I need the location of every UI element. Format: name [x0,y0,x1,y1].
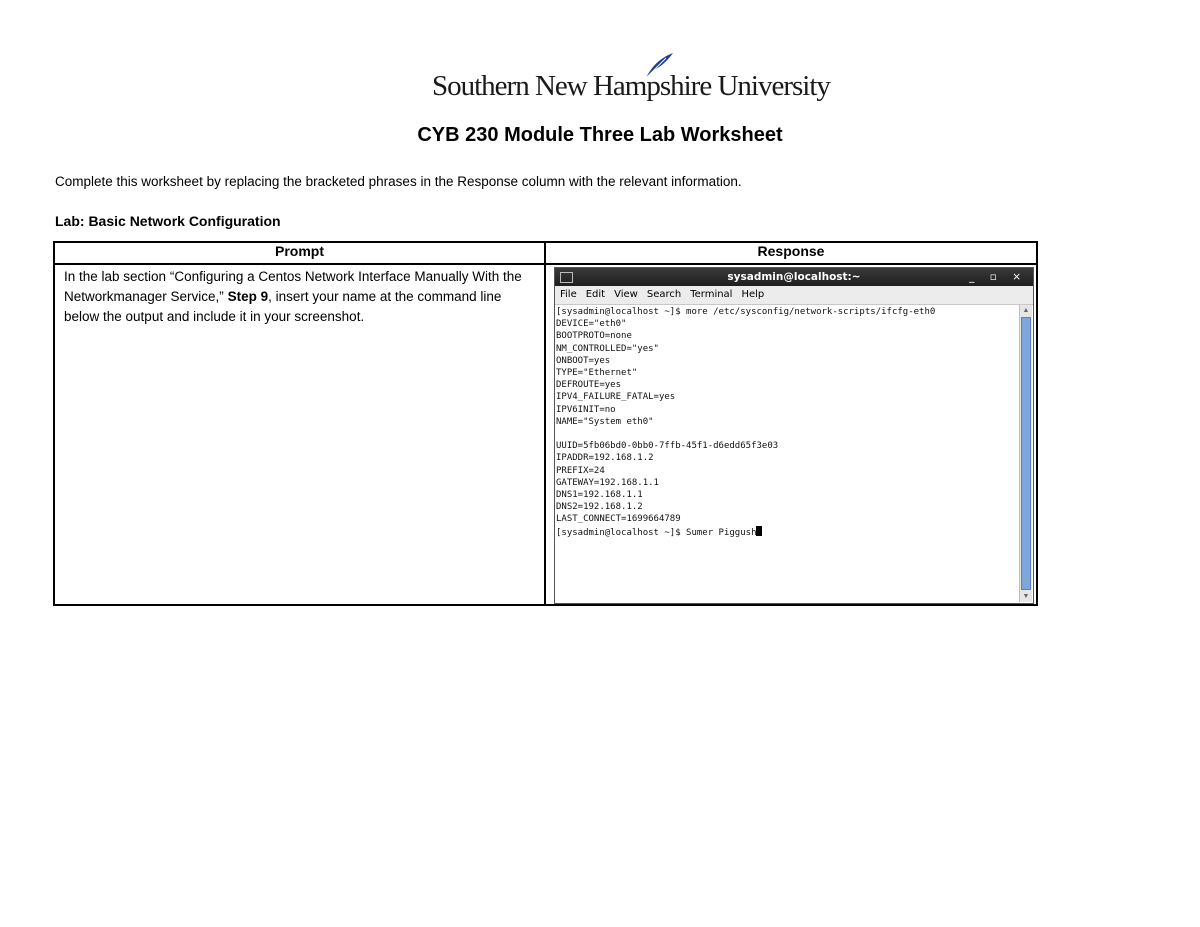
terminal-line: ONBOOT=yes [556,355,611,366]
terminal-line: NM_CONTROLLED="yes" [556,343,659,354]
terminal-line: IPADDR=192.168.1.2 [556,453,654,464]
university-logo [432,52,830,106]
scroll-up-icon: ▲ [1022,307,1030,314]
terminal-line: NAME="System eth0" [556,416,654,427]
terminal-prompt-line [556,526,1019,539]
terminal-line: PREFIX=24 [556,465,605,476]
terminal-line [556,428,1019,440]
response-cell [545,264,1037,605]
prompt-column-header: Prompt [54,242,545,264]
menu-file: File [560,289,577,300]
terminal-scrollbar [1019,305,1032,602]
terminal-line: DNS2=192.168.1.2 [556,502,643,513]
table-row [54,264,1037,605]
terminal-line: TYPE="Ethernet" [556,368,638,379]
worksheet-table [53,241,1038,606]
page-title: CYB 230 Module Three Lab Worksheet [417,124,783,146]
window-controls: _ ▫ × [969,271,1027,283]
terminal-title: sysadmin@localhost:~ [727,271,861,283]
menu-help: Help [741,289,765,300]
prompt-text-end: , insert your name at the command line below the output and include it in your screenshot. [64,289,502,324]
menu-edit: Edit [585,289,606,300]
terminal-line: IPV6INIT=no [556,404,616,415]
response-column-header: Response [545,242,1037,264]
instructions-text: Complete this worksheet by replacing the bracketed phrases in the Response column with the relevant information. [55,174,742,189]
terminal-line: UUID=5fb06bd0-0bb0-7ffb-45f1-d6edd65f3e03 [556,441,779,452]
section-heading: Lab: Basic Network Configuration [55,213,281,229]
prompt-cell [54,264,545,605]
prompt-text [55,265,544,327]
terminal-line: [sysadmin@localhost ~]$ more /etc/sysconfig/network-scripts/ifcfg-eth0 [556,307,936,317]
terminal-line: DNS1=192.168.1.1 [556,490,643,501]
terminal-prompt-text: [sysadmin@localhost ~]$ Sumer Piggush [556,527,757,538]
university-name: Southern New Hampshire University [432,70,830,102]
menu-search: Search [646,289,682,300]
terminal-output [555,305,1019,603]
terminal-line: LAST_CONNECT=1699664789 [556,514,681,525]
terminal-line: DEFROUTE=yes [556,380,622,391]
prompt-step-label: Step 9 [227,289,269,304]
terminal-line: GATEWAY=192.168.1.1 [556,477,659,488]
table-header-row [54,242,1037,264]
scroll-down-icon: ▼ [1022,593,1030,600]
menu-view: View [614,289,638,300]
terminal-cursor [756,526,762,536]
scrollbar-thumb [1021,317,1031,590]
prompt-text-start: In the lab section “Configuring a Centos Network Interface Manually With the Networkmanager Service,” [64,269,522,304]
terminal-line: BOOTPROTO=none [556,331,632,342]
menu-terminal: Terminal [690,289,733,300]
terminal-screenshot [554,267,1034,604]
terminal-titlebar [555,268,1033,286]
terminal-menubar [555,286,1033,305]
terminal-icon [560,272,573,283]
terminal-line: IPV4_FAILURE_FATAL=yes [556,392,676,403]
terminal-line: DEVICE="eth0" [556,319,627,330]
